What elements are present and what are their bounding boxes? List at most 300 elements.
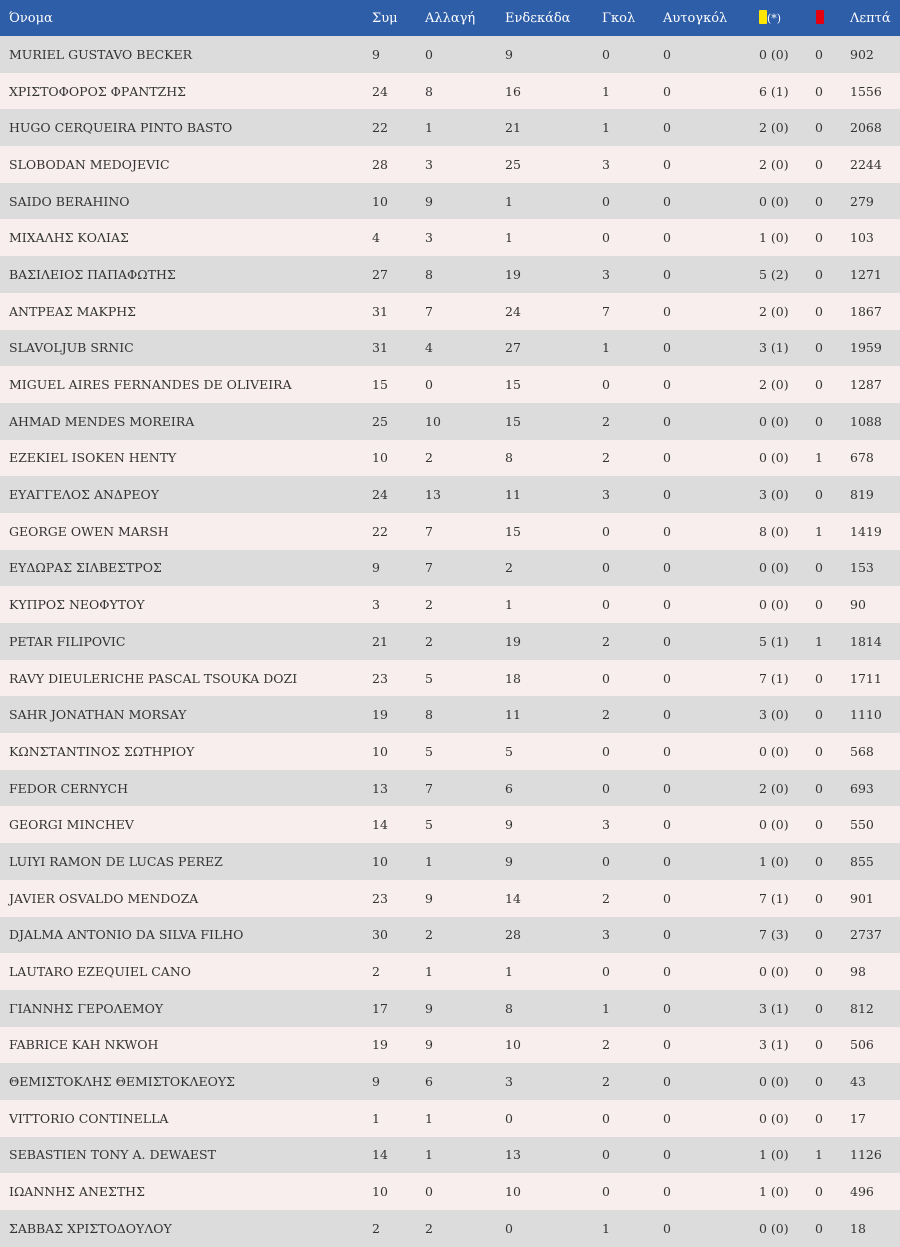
yellow-cards-cell: 6 (1) bbox=[759, 83, 789, 99]
own-goals-cell: 0 bbox=[663, 964, 671, 980]
table-row[interactable] bbox=[0, 660, 900, 697]
player-name-cell: FEDOR CERNYCH bbox=[9, 780, 128, 796]
table-row[interactable] bbox=[0, 440, 900, 477]
table-row[interactable] bbox=[0, 366, 900, 403]
own-goals-cell: 0 bbox=[663, 817, 671, 833]
sub-appearances-cell: 2 bbox=[425, 633, 433, 649]
minutes-cell: 568 bbox=[850, 743, 874, 759]
table-row[interactable] bbox=[0, 586, 900, 623]
sub-appearances-cell: 8 bbox=[425, 266, 433, 282]
goals-cell: 0 bbox=[602, 853, 610, 869]
goals-cell: 0 bbox=[602, 597, 610, 613]
player-name-cell: ΑΝΤΡΕΑΣ ΜΑΚΡΗΣ bbox=[9, 303, 136, 319]
yellow-cards-cell: 0 (0) bbox=[759, 964, 789, 980]
minutes-cell: 1814 bbox=[850, 633, 882, 649]
minutes-cell: 819 bbox=[850, 487, 874, 503]
own-goals-cell: 0 bbox=[663, 230, 671, 246]
goals-cell: 0 bbox=[602, 523, 610, 539]
table-row[interactable] bbox=[0, 843, 900, 880]
appearances-cell: 28 bbox=[372, 156, 388, 172]
sub-appearances-cell: 10 bbox=[425, 413, 441, 429]
table-row[interactable] bbox=[0, 806, 900, 843]
sub-appearances-cell: 6 bbox=[425, 1074, 433, 1090]
starts-cell: 9 bbox=[505, 817, 513, 833]
appearances-cell: 9 bbox=[372, 46, 380, 62]
starts-cell: 8 bbox=[505, 450, 513, 466]
column-header-red-cards[interactable] bbox=[815, 0, 850, 36]
starts-cell: 1 bbox=[505, 230, 513, 246]
goals-cell: 3 bbox=[602, 927, 610, 943]
own-goals-cell: 0 bbox=[663, 1000, 671, 1016]
player-name-cell: VITTORIO CONTINELLA bbox=[9, 1110, 169, 1126]
red-cards-cell: 0 bbox=[815, 890, 823, 906]
minutes-cell: 17 bbox=[850, 1110, 866, 1126]
own-goals-cell: 0 bbox=[663, 156, 671, 172]
starts-cell: 14 bbox=[505, 890, 521, 906]
player-name-cell: ΕΥΑΓΓΕΛΟΣ ΑΝΔΡΕΟΥ bbox=[9, 487, 159, 503]
own-goals-cell: 0 bbox=[663, 743, 671, 759]
appearances-cell: 24 bbox=[372, 83, 388, 99]
yellow-card-icon bbox=[759, 10, 767, 24]
starts-cell: 5 bbox=[505, 743, 513, 759]
appearances-cell: 21 bbox=[372, 633, 388, 649]
red-cards-cell: 0 bbox=[815, 193, 823, 209]
yellow-cards-cell: 1 (0) bbox=[759, 1147, 789, 1163]
sub-appearances-cell: 1 bbox=[425, 853, 433, 869]
sub-appearances-cell: 0 bbox=[425, 46, 433, 62]
minutes-cell: 279 bbox=[850, 193, 874, 209]
yellow-cards-cell: 5 (1) bbox=[759, 633, 789, 649]
yellow-cards-cell: 0 (0) bbox=[759, 46, 789, 62]
red-cards-cell: 0 bbox=[815, 1000, 823, 1016]
sub-appearances-cell: 8 bbox=[425, 83, 433, 99]
appearances-cell: 14 bbox=[372, 1147, 388, 1163]
table-row[interactable] bbox=[0, 917, 900, 954]
table-row[interactable] bbox=[0, 990, 900, 1027]
own-goals-cell: 0 bbox=[663, 120, 671, 136]
sub-appearances-cell: 1 bbox=[425, 964, 433, 980]
table-row[interactable] bbox=[0, 1100, 900, 1137]
table-row[interactable] bbox=[0, 330, 900, 367]
column-header-apps[interactable]: Συμ bbox=[372, 10, 398, 26]
minutes-cell: 1088 bbox=[850, 413, 882, 429]
starts-cell: 2 bbox=[505, 560, 513, 576]
yellow-cards-cell: 2 (0) bbox=[759, 780, 789, 796]
starts-cell: 1 bbox=[505, 597, 513, 613]
starts-cell: 19 bbox=[505, 633, 521, 649]
goals-cell: 0 bbox=[602, 193, 610, 209]
goals-cell: 3 bbox=[602, 156, 610, 172]
table-header bbox=[0, 0, 900, 36]
table-row[interactable] bbox=[0, 36, 900, 73]
minutes-cell: 1556 bbox=[850, 83, 882, 99]
starts-cell: 11 bbox=[505, 707, 521, 723]
sub-appearances-cell: 9 bbox=[425, 1000, 433, 1016]
starts-cell: 10 bbox=[505, 1184, 521, 1200]
starts-cell: 1 bbox=[505, 964, 513, 980]
goals-cell: 0 bbox=[602, 1147, 610, 1163]
sub-appearances-cell: 5 bbox=[425, 670, 433, 686]
goals-cell: 2 bbox=[602, 1037, 610, 1053]
red-cards-cell: 0 bbox=[815, 670, 823, 686]
goals-cell: 0 bbox=[602, 670, 610, 686]
appearances-cell: 30 bbox=[372, 927, 388, 943]
yellow-cards-cell: 0 (0) bbox=[759, 1110, 789, 1126]
red-cards-cell: 0 bbox=[815, 1110, 823, 1126]
red-cards-cell: 0 bbox=[815, 927, 823, 943]
minutes-cell: 855 bbox=[850, 853, 874, 869]
table-row[interactable] bbox=[0, 770, 900, 807]
starts-cell: 6 bbox=[505, 780, 513, 796]
red-cards-cell: 0 bbox=[815, 266, 823, 282]
goals-cell: 3 bbox=[602, 817, 610, 833]
appearances-cell: 1 bbox=[372, 1110, 380, 1126]
table-row[interactable] bbox=[0, 1063, 900, 1100]
column-header-minutes[interactable]: Λεπτά bbox=[850, 10, 891, 26]
own-goals-cell: 0 bbox=[663, 266, 671, 282]
table-row[interactable] bbox=[0, 293, 900, 330]
red-cards-cell: 0 bbox=[815, 1184, 823, 1200]
minutes-cell: 153 bbox=[850, 560, 874, 576]
goals-cell: 2 bbox=[602, 890, 610, 906]
yellow-cards-cell: 7 (1) bbox=[759, 670, 789, 686]
appearances-cell: 9 bbox=[372, 1074, 380, 1090]
starts-cell: 9 bbox=[505, 853, 513, 869]
starts-cell: 3 bbox=[505, 1074, 513, 1090]
appearances-cell: 22 bbox=[372, 120, 388, 136]
goals-cell: 0 bbox=[602, 560, 610, 576]
appearances-cell: 25 bbox=[372, 413, 388, 429]
sub-appearances-cell: 9 bbox=[425, 1037, 433, 1053]
red-cards-cell: 0 bbox=[815, 83, 823, 99]
yellow-cards-cell: 0 (0) bbox=[759, 743, 789, 759]
starts-cell: 11 bbox=[505, 487, 521, 503]
player-name-cell: MIGUEL AIRES FERNANDES DE OLIVEIRA bbox=[9, 377, 292, 393]
appearances-cell: 31 bbox=[372, 340, 388, 356]
yellow-cards-cell: 7 (1) bbox=[759, 890, 789, 906]
player-name-cell: SAHR JONATHAN MORSAY bbox=[9, 707, 187, 723]
own-goals-cell: 0 bbox=[663, 193, 671, 209]
table-row[interactable] bbox=[0, 1210, 900, 1247]
yellow-cards-cell: 3 (0) bbox=[759, 707, 789, 723]
goals-cell: 0 bbox=[602, 780, 610, 796]
goals-cell: 2 bbox=[602, 1074, 610, 1090]
table-row[interactable] bbox=[0, 403, 900, 440]
red-cards-cell: 0 bbox=[815, 156, 823, 172]
red-cards-cell: 0 bbox=[815, 1074, 823, 1090]
minutes-cell: 902 bbox=[850, 46, 874, 62]
yellow-cards-cell: 0 (0) bbox=[759, 817, 789, 833]
minutes-cell: 1711 bbox=[850, 670, 882, 686]
table-row[interactable] bbox=[0, 109, 900, 146]
red-cards-cell: 1 bbox=[815, 1147, 823, 1163]
minutes-cell: 812 bbox=[850, 1000, 874, 1016]
player-name-cell: SAIDO BERAHINO bbox=[9, 193, 130, 209]
own-goals-cell: 0 bbox=[663, 487, 671, 503]
red-cards-cell: 0 bbox=[815, 853, 823, 869]
minutes-cell: 2244 bbox=[850, 156, 882, 172]
yellow-card-suffix: (*) bbox=[767, 12, 782, 25]
minutes-cell: 901 bbox=[850, 890, 874, 906]
appearances-cell: 2 bbox=[372, 1220, 380, 1236]
appearances-cell: 10 bbox=[372, 853, 388, 869]
red-cards-cell: 0 bbox=[815, 413, 823, 429]
table-row[interactable] bbox=[0, 550, 900, 587]
own-goals-cell: 0 bbox=[663, 670, 671, 686]
own-goals-cell: 0 bbox=[663, 1110, 671, 1126]
goals-cell: 0 bbox=[602, 743, 610, 759]
table-row[interactable] bbox=[0, 1173, 900, 1210]
table-row[interactable] bbox=[0, 696, 900, 733]
yellow-cards-cell: 7 (3) bbox=[759, 927, 789, 943]
appearances-cell: 14 bbox=[372, 817, 388, 833]
header-row bbox=[0, 0, 900, 36]
table-row[interactable] bbox=[0, 1027, 900, 1064]
own-goals-cell: 0 bbox=[663, 890, 671, 906]
red-cards-cell: 0 bbox=[815, 597, 823, 613]
table-row[interactable] bbox=[0, 219, 900, 256]
sub-appearances-cell: 1 bbox=[425, 1147, 433, 1163]
minutes-cell: 90 bbox=[850, 597, 866, 613]
own-goals-cell: 0 bbox=[663, 1074, 671, 1090]
table-row[interactable] bbox=[0, 513, 900, 550]
own-goals-cell: 0 bbox=[663, 523, 671, 539]
goals-cell: 2 bbox=[602, 707, 610, 723]
red-cards-cell: 0 bbox=[815, 377, 823, 393]
sub-appearances-cell: 9 bbox=[425, 193, 433, 209]
starts-cell: 13 bbox=[505, 1147, 521, 1163]
table-row[interactable] bbox=[0, 476, 900, 513]
appearances-cell: 13 bbox=[372, 780, 388, 796]
yellow-cards-cell: 0 (0) bbox=[759, 1074, 789, 1090]
appearances-cell: 15 bbox=[372, 377, 388, 393]
own-goals-cell: 0 bbox=[663, 303, 671, 319]
yellow-cards-cell: 1 (0) bbox=[759, 853, 789, 869]
red-cards-cell: 1 bbox=[815, 523, 823, 539]
starts-cell: 25 bbox=[505, 156, 521, 172]
goals-cell: 2 bbox=[602, 450, 610, 466]
own-goals-cell: 0 bbox=[663, 1184, 671, 1200]
yellow-cards-cell: 3 (0) bbox=[759, 487, 789, 503]
sub-appearances-cell: 13 bbox=[425, 487, 441, 503]
red-cards-cell: 0 bbox=[815, 1220, 823, 1236]
table-row[interactable] bbox=[0, 623, 900, 660]
starts-cell: 0 bbox=[505, 1220, 513, 1236]
own-goals-cell: 0 bbox=[663, 1037, 671, 1053]
sub-appearances-cell: 2 bbox=[425, 1220, 433, 1236]
own-goals-cell: 0 bbox=[663, 1220, 671, 1236]
yellow-cards-cell: 0 (0) bbox=[759, 413, 789, 429]
goals-cell: 1 bbox=[602, 340, 610, 356]
yellow-cards-cell: 1 (0) bbox=[759, 1184, 789, 1200]
table-row[interactable] bbox=[0, 733, 900, 770]
yellow-cards-cell: 5 (2) bbox=[759, 266, 789, 282]
player-name-cell: JAVIER OSVALDO MENDOZA bbox=[9, 890, 199, 906]
sub-appearances-cell: 5 bbox=[425, 743, 433, 759]
column-header-yellow-cards[interactable] bbox=[759, 0, 815, 36]
table-row[interactable] bbox=[0, 183, 900, 220]
own-goals-cell: 0 bbox=[663, 413, 671, 429]
player-name-cell: MURIEL GUSTAVO BECKER bbox=[9, 46, 193, 62]
player-name-cell: RAVY DIEULERICHE PASCAL TSOUKA DOZI bbox=[9, 670, 298, 686]
table-row[interactable] bbox=[0, 73, 900, 110]
red-cards-cell: 0 bbox=[815, 964, 823, 980]
appearances-cell: 10 bbox=[372, 193, 388, 209]
own-goals-cell: 0 bbox=[663, 853, 671, 869]
minutes-cell: 496 bbox=[850, 1184, 874, 1200]
goals-cell: 0 bbox=[602, 964, 610, 980]
player-name-cell: ΒΑΣΙΛΕΙΟΣ ΠΑΠΑΦΩΤΗΣ bbox=[9, 266, 176, 282]
starts-cell: 15 bbox=[505, 523, 521, 539]
goals-cell: 1 bbox=[602, 1000, 610, 1016]
sub-appearances-cell: 1 bbox=[425, 120, 433, 136]
yellow-cards-cell: 2 (0) bbox=[759, 156, 789, 172]
yellow-cards-cell: 0 (0) bbox=[759, 450, 789, 466]
appearances-cell: 4 bbox=[372, 230, 380, 246]
starts-cell: 24 bbox=[505, 303, 521, 319]
player-name-cell: HUGO CERQUEIRA PINTO BASTO bbox=[9, 120, 233, 136]
minutes-cell: 43 bbox=[850, 1074, 866, 1090]
red-cards-cell: 0 bbox=[815, 340, 823, 356]
sub-appearances-cell: 7 bbox=[425, 780, 433, 796]
goals-cell: 0 bbox=[602, 230, 610, 246]
column-header-subs[interactable]: Αλλαγή bbox=[425, 10, 476, 26]
minutes-cell: 1271 bbox=[850, 266, 882, 282]
player-name-cell: FABRICE KAH NKWOH bbox=[9, 1037, 159, 1053]
player-name-cell: ΙΩΑΝΝΗΣ ΑΝΕΣΤΗΣ bbox=[9, 1184, 145, 1200]
goals-cell: 0 bbox=[602, 1110, 610, 1126]
minutes-cell: 1419 bbox=[850, 523, 882, 539]
red-cards-cell: 0 bbox=[815, 120, 823, 136]
goals-cell: 7 bbox=[602, 303, 610, 319]
sub-appearances-cell: 3 bbox=[425, 156, 433, 172]
minutes-cell: 1287 bbox=[850, 377, 882, 393]
own-goals-cell: 0 bbox=[663, 1147, 671, 1163]
sub-appearances-cell: 3 bbox=[425, 230, 433, 246]
minutes-cell: 98 bbox=[850, 964, 866, 980]
red-card-icon bbox=[816, 10, 824, 24]
minutes-cell: 1126 bbox=[850, 1147, 882, 1163]
sub-appearances-cell: 8 bbox=[425, 707, 433, 723]
appearances-cell: 10 bbox=[372, 1184, 388, 1200]
sub-appearances-cell: 7 bbox=[425, 560, 433, 576]
goals-cell: 1 bbox=[602, 120, 610, 136]
column-header-name[interactable]: Όνομα bbox=[9, 10, 53, 26]
appearances-cell: 23 bbox=[372, 890, 388, 906]
yellow-cards-cell: 0 (0) bbox=[759, 193, 789, 209]
starts-cell: 10 bbox=[505, 1037, 521, 1053]
starts-cell: 0 bbox=[505, 1110, 513, 1126]
yellow-cards-cell: 3 (1) bbox=[759, 340, 789, 356]
own-goals-cell: 0 bbox=[663, 340, 671, 356]
sub-appearances-cell: 0 bbox=[425, 1184, 433, 1200]
appearances-cell: 31 bbox=[372, 303, 388, 319]
column-header-own-goals[interactable]: Αυτογκόλ bbox=[663, 10, 728, 26]
minutes-cell: 1959 bbox=[850, 340, 882, 356]
yellow-cards-cell: 0 (0) bbox=[759, 597, 789, 613]
yellow-cards-cell: 0 (0) bbox=[759, 560, 789, 576]
minutes-cell: 550 bbox=[850, 817, 874, 833]
appearances-cell: 17 bbox=[372, 1000, 388, 1016]
table-body bbox=[0, 36, 900, 1247]
starts-cell: 15 bbox=[505, 377, 521, 393]
player-name-cell: ΣΑΒΒΑΣ ΧΡΙΣΤΟΔΟΥΛΟΥ bbox=[9, 1220, 172, 1236]
sub-appearances-cell: 2 bbox=[425, 450, 433, 466]
column-header-goals[interactable]: Γκολ bbox=[602, 10, 636, 26]
table-row[interactable] bbox=[0, 256, 900, 293]
own-goals-cell: 0 bbox=[663, 46, 671, 62]
goals-cell: 2 bbox=[602, 633, 610, 649]
player-name-cell: DJALMA ANTONIO DA SILVA FILHO bbox=[9, 927, 244, 943]
column-header-starts[interactable]: Ενδεκάδα bbox=[505, 10, 571, 26]
player-name-cell: GEORGI MINCHEV bbox=[9, 817, 134, 833]
yellow-cards-cell: 0 (0) bbox=[759, 1220, 789, 1236]
own-goals-cell: 0 bbox=[663, 780, 671, 796]
red-cards-cell: 0 bbox=[815, 780, 823, 796]
minutes-cell: 103 bbox=[850, 230, 874, 246]
goals-cell: 3 bbox=[602, 266, 610, 282]
red-cards-cell: 0 bbox=[815, 230, 823, 246]
goals-cell: 3 bbox=[602, 487, 610, 503]
own-goals-cell: 0 bbox=[663, 597, 671, 613]
starts-cell: 21 bbox=[505, 120, 521, 136]
own-goals-cell: 0 bbox=[663, 707, 671, 723]
table-row[interactable] bbox=[0, 880, 900, 917]
appearances-cell: 24 bbox=[372, 487, 388, 503]
yellow-cards-cell: 8 (0) bbox=[759, 523, 789, 539]
sub-appearances-cell: 2 bbox=[425, 597, 433, 613]
minutes-cell: 18 bbox=[850, 1220, 866, 1236]
player-name-cell: SEBASTIEN TONY A. DEWAEST bbox=[9, 1147, 216, 1163]
appearances-cell: 9 bbox=[372, 560, 380, 576]
table-row[interactable] bbox=[0, 146, 900, 183]
player-name-cell: SLAVOLJUB SRNIC bbox=[9, 340, 134, 356]
starts-cell: 19 bbox=[505, 266, 521, 282]
player-name-cell: LAUTARO EZEQUIEL CANO bbox=[9, 964, 192, 980]
player-name-cell: SLOBODAN MEDOJEVIC bbox=[9, 156, 170, 172]
player-name-cell: ΕΥΔΩΡΑΣ ΣΙΛΒΕΣΤΡΟΣ bbox=[9, 560, 162, 576]
sub-appearances-cell: 1 bbox=[425, 1110, 433, 1126]
minutes-cell: 2068 bbox=[850, 120, 882, 136]
yellow-cards-cell: 2 (0) bbox=[759, 377, 789, 393]
red-cards-cell: 0 bbox=[815, 46, 823, 62]
appearances-cell: 19 bbox=[372, 1037, 388, 1053]
starts-cell: 1 bbox=[505, 193, 513, 209]
sub-appearances-cell: 7 bbox=[425, 303, 433, 319]
goals-cell: 2 bbox=[602, 413, 610, 429]
appearances-cell: 3 bbox=[372, 597, 380, 613]
starts-cell: 9 bbox=[505, 46, 513, 62]
sub-appearances-cell: 2 bbox=[425, 927, 433, 943]
player-name-cell: ΘΕΜΙΣΤΟΚΛΗΣ ΘΕΜΙΣΤΟΚΛΕΟΥΣ bbox=[9, 1074, 235, 1090]
table-row[interactable] bbox=[0, 953, 900, 990]
table-row[interactable] bbox=[0, 1137, 900, 1174]
yellow-cards-cell: 3 (1) bbox=[759, 1037, 789, 1053]
red-cards-cell: 1 bbox=[815, 633, 823, 649]
red-cards-cell: 0 bbox=[815, 743, 823, 759]
red-cards-cell: 1 bbox=[815, 450, 823, 466]
player-name-cell: ΧΡΙΣΤΟΦΟΡΟΣ ΦΡΑΝΤΖΗΣ bbox=[9, 83, 187, 99]
appearances-cell: 10 bbox=[372, 450, 388, 466]
yellow-cards-cell: 1 (0) bbox=[759, 230, 789, 246]
sub-appearances-cell: 0 bbox=[425, 377, 433, 393]
yellow-cards-cell: 2 (0) bbox=[759, 303, 789, 319]
starts-cell: 8 bbox=[505, 1000, 513, 1016]
minutes-cell: 1110 bbox=[850, 707, 882, 723]
red-cards-cell: 0 bbox=[815, 560, 823, 576]
player-name-cell: LUIYI RAMON DE LUCAS PEREZ bbox=[9, 853, 223, 869]
player-name-cell: PETAR FILIPOVIC bbox=[9, 633, 126, 649]
